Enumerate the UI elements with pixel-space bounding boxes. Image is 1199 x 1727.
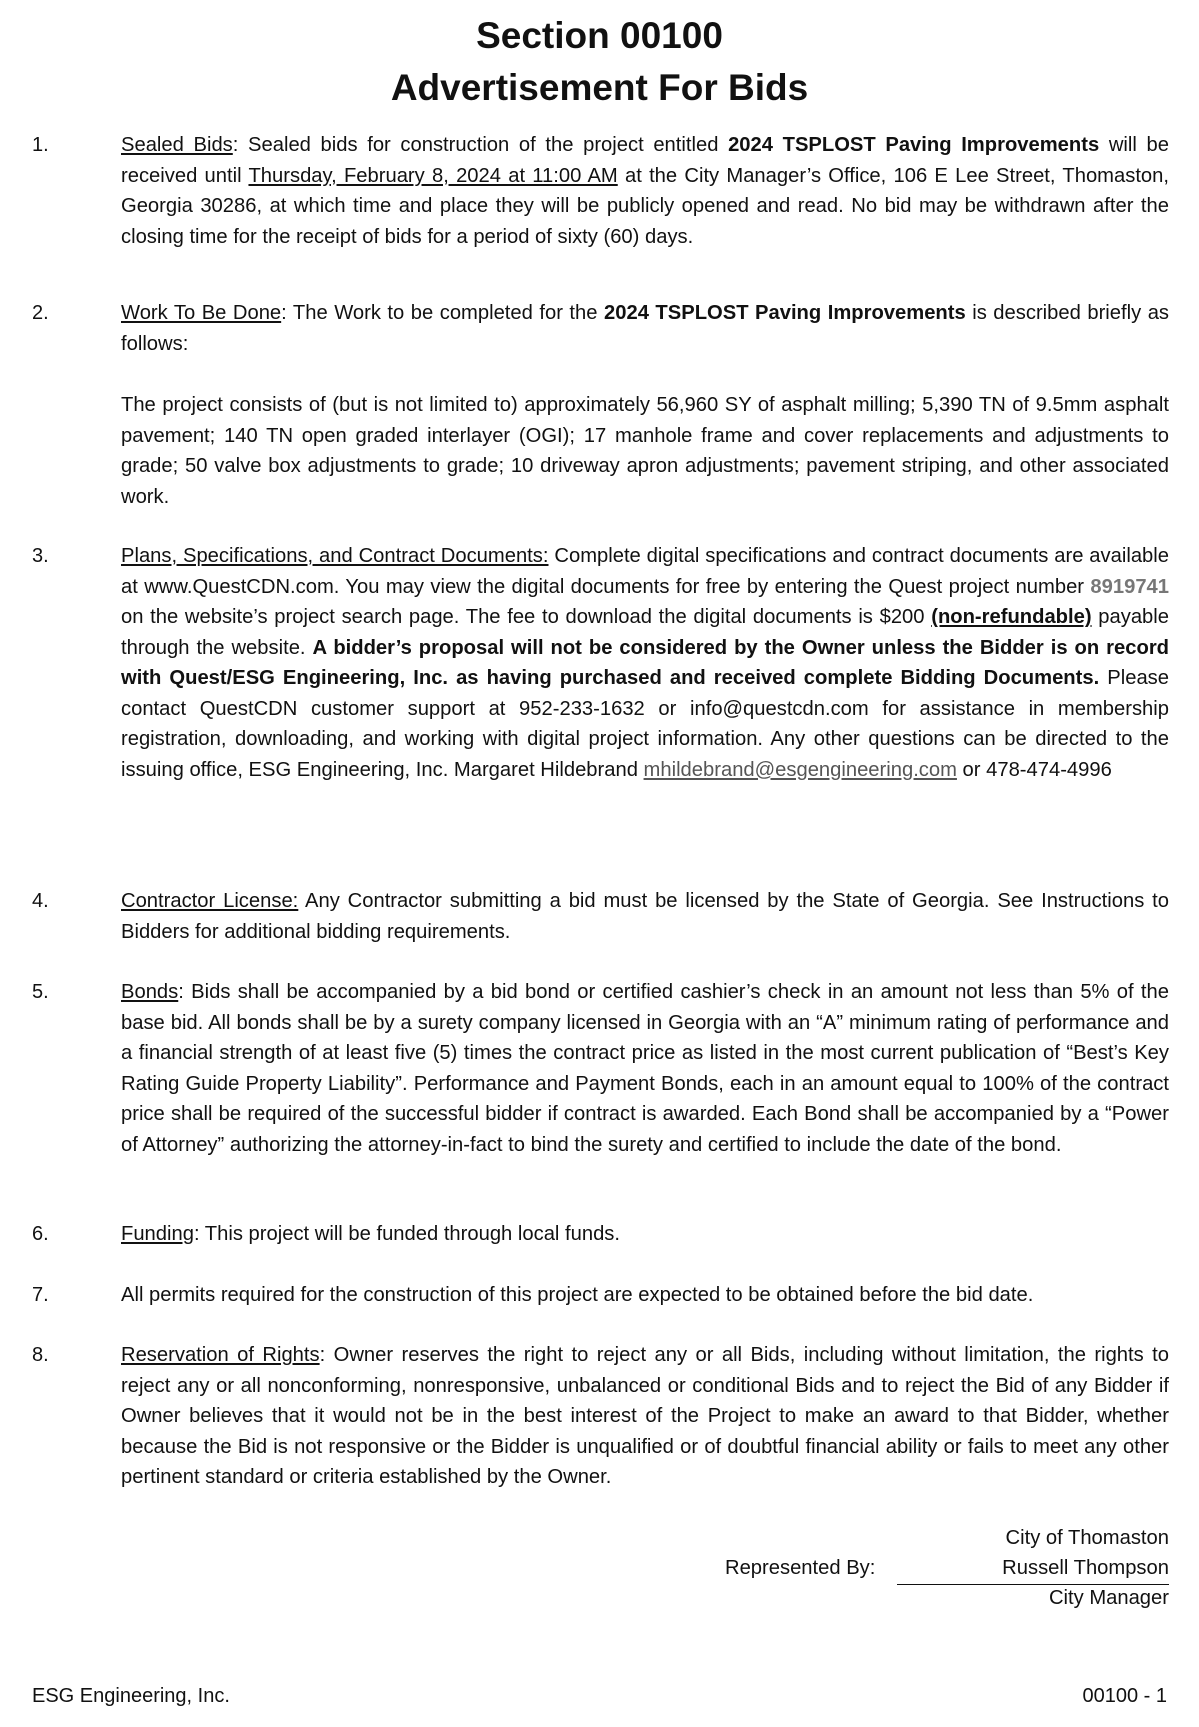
- signature-name: [897, 1553, 1169, 1585]
- signature-line: [897, 1553, 1169, 1585]
- item-heading: Work To Be Done: [121, 302, 282, 324]
- item-number: 1.: [32, 134, 49, 156]
- item-text: or 478-474-4996: [956, 758, 1112, 781]
- item-heading: Contractor License:: [121, 890, 299, 912]
- item-body: [121, 886, 1169, 947]
- item-number: 6.: [32, 1223, 49, 1245]
- item-body: [121, 541, 1169, 785]
- project-number: 8919741: [1090, 575, 1169, 598]
- signature-label: Represented By:: [725, 1557, 876, 1579]
- item-number: 5.: [32, 981, 49, 1003]
- item-text: on the website’s project search page. The fee to download the digital documents is $200: [121, 606, 932, 628]
- non-refundable-note: (non-refundable): [931, 606, 1092, 628]
- item-text: : The Work to be completed for the: [281, 302, 605, 324]
- item-text: : Sealed bids for construction of the project entitled: [232, 134, 729, 156]
- item-text: : Owner reserves the right to reject any or all Bids, including without limitation, the rights to reject any or all nonconforming, nonresponsive, unbalanced or conditional Bids and to reject the Bid of any Bidder if Owner believes that it would not be in the best interest of the Project to make an award to that Bidder, whether because the Bid is not responsive or the Bidder is unqualified or of doubtful financial ability or fails to meet any other pertinent standard or criteria established by the Owner.: [121, 1344, 1169, 1488]
- item-number: 7.: [32, 1284, 49, 1306]
- item-number: 3.: [32, 545, 49, 567]
- item-heading: Plans, Specifications, and Contract Documents:: [121, 545, 549, 567]
- signature-org: City of Thomaston: [1005, 1527, 1169, 1549]
- document-title: Advertisement For Bids: [390, 67, 809, 108]
- item-text: payable through the website.: [121, 606, 1169, 659]
- item-text: Please contact QuestCDN customer support at 952-233-1632 or info@questcdn.com for assistance in membership registration, downloading, and working with digital project information. Any other questions can be directed to the issuing office, ESG Engineering, Inc. Margaret Hildebrand: [121, 667, 1169, 781]
- item-body: All permits required for the construction of this project are expected to be obtained before the bid date.: [121, 1284, 1034, 1306]
- project-name: 2024 TSPLOST Paving Improvements: [604, 302, 966, 324]
- item-text: Complete digital specifications and contract documents are available at www.QuestCDN.com. You may view the digital documents for free by entering the Quest project number: [121, 545, 1169, 598]
- footer-company: ESG Engineering, Inc.: [32, 1685, 230, 1707]
- item-text: will be received until: [121, 134, 1169, 187]
- signature-name-text: Russell Thompson: [1002, 1557, 1169, 1579]
- item-body: [121, 977, 1169, 1160]
- item-text: is described briefly as follows:: [121, 302, 1170, 355]
- item-body: [121, 298, 1169, 359]
- bid-deadline: Thursday, February 8, 2024 at 11:00 AM: [248, 164, 618, 187]
- item-number: 8.: [32, 1344, 49, 1366]
- project-name: 2024 TSPLOST Paving Improvements: [728, 134, 1100, 156]
- item-number: 2.: [32, 302, 49, 324]
- item-heading: Funding: [121, 1223, 194, 1245]
- signature-role: City Manager: [1048, 1587, 1169, 1609]
- work-description: The project consists of (but is not limited to) approximately 56,960 SY of asphalt milling; 5,390 TN of 9.5mm asphalt pavement; 140 TN open graded interlayer (OGI); 17 manhole frame and cover replacements and adjustments to grade; 50 valve box adjustments to grade; 10 driveway apron adjustments; pavement striping, and other associated work.: [121, 394, 1169, 508]
- item-heading: Bonds: [121, 981, 179, 1003]
- item-body: [121, 1219, 1169, 1250]
- item-heading: Reservation of Rights: [121, 1344, 320, 1366]
- section-number: Section 00100: [476, 15, 723, 56]
- item-text: Any Contractor submitting a bid must be licensed by the State of Georgia. See Instructions to Bidders for additional bidding requirements.: [121, 890, 1169, 943]
- item-text: at the City Manager’s Office, 106 E Lee Street, Thomaston, Georgia 30286, at which time and place they will be publicly opened and read. No bid may be withdrawn after the closing time for the receipt of bids for a period of sixty (60) days.: [121, 164, 1169, 248]
- item-number: 4.: [32, 890, 49, 912]
- item-heading: Sealed Bids: [121, 134, 233, 156]
- item-body: [121, 1340, 1169, 1493]
- item-body: [121, 130, 1169, 252]
- bidder-requirement: A bidder’s proposal will not be considered by the Owner unless the Bidder is on record with Quest/ESG Engineering, Inc. as having purchased and received complete Bidding Documents.: [121, 636, 1170, 689]
- contact-email-link[interactable]: mhildebrand@esgengineering.com: [643, 758, 957, 781]
- item-text: : Bids shall be accompanied by a bid bond or certified cashier’s check in an amount not less than 5% of the base bid. All bonds shall be by a surety company licensed in Georgia with an “A” minimum rating of performance and a financial strength of at least five (5) times the contract price as listed in the most current publication of “Best’s Key Rating Guide Property Liability”. Performance and Payment Bonds, each in an amount equal to 100% of the contract price shall be required of the successful bidder if contract is awarded. Each Bond shall be accompanied by a “Power of Attorney” authorizing the attorney-in-fact to bind the surety and certified to include the date of the bond.: [121, 981, 1169, 1156]
- item-text: : This project will be funded through local funds.: [193, 1223, 621, 1245]
- footer-page-number: 00100 - 1: [1082, 1685, 1167, 1707]
